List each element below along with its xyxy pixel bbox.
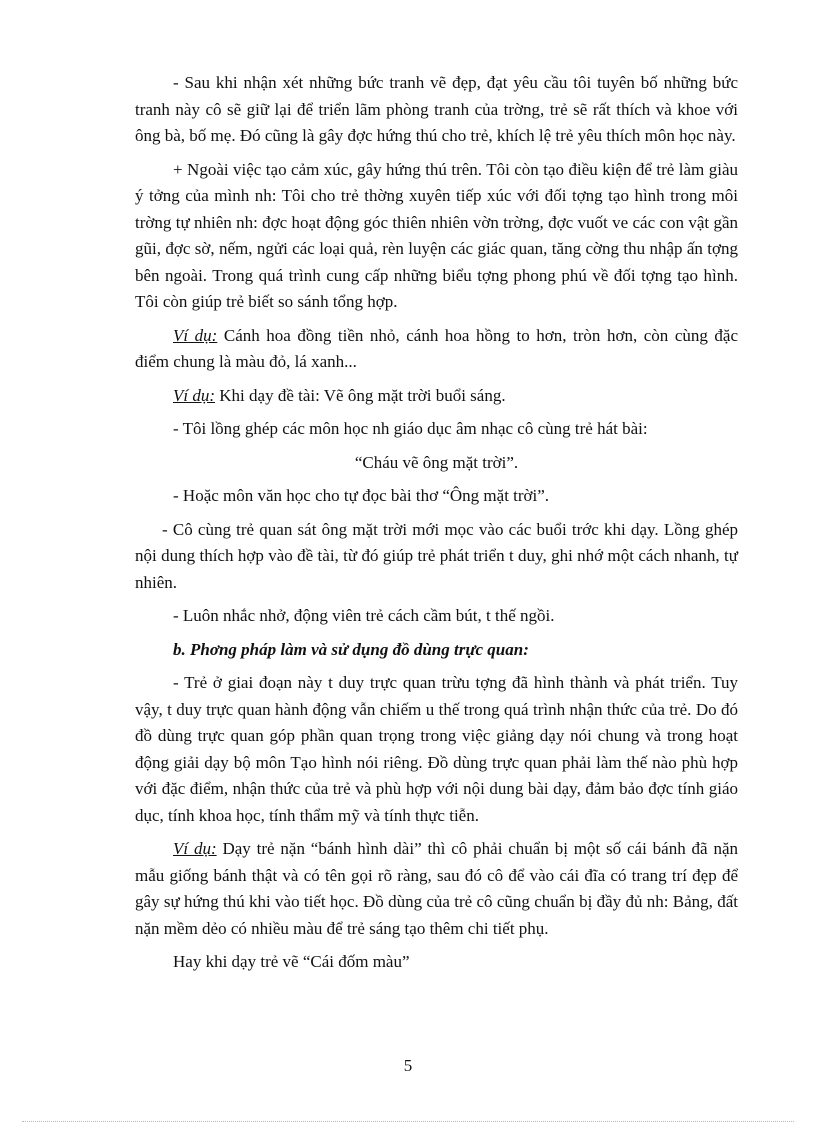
example-label: Ví dụ: bbox=[173, 385, 216, 405]
paragraph-posture-reminder: - Luôn nhắc nhở, động viên trẻ cách cầm bút, t thế ngồi. bbox=[173, 606, 555, 625]
page-number: 5 bbox=[403, 1056, 413, 1075]
example-text: Dạy trẻ nặn “bánh hình dài” thì cô phải chuẩn bị một số cái bánh đã nặn mẫu giống bánh thật và có tên gọi rõ ràng, sau đó cô để vào cái đĩa có trang trí đẹp để gây sự hứng thú khi vào tiết học. Đồ dùng của trẻ cô cũng chuẩn bị đầy đủ nh: Bảng, đất nặn mềm dẻo có nhiều màu để trẻ sáng tạo thêm chi tiết phụ. bbox=[135, 839, 738, 938]
paragraph-literature-integration: - Hoặc môn văn học cho tự đọc bài thơ “Ông mặt trời”. bbox=[173, 486, 550, 505]
example-text: Cánh hoa đồng tiền nhỏ, cánh hoa hồng to hơn, tròn hơn, còn cùng đặc điểm chung là màu đỏ, lá xanh... bbox=[135, 325, 738, 371]
document-body bbox=[135, 70, 738, 983]
paragraph-music-integration: - Tôi lồng ghép các môn học nh giáo dục âm nhạc cô cùng trẻ hát bài: bbox=[173, 419, 648, 438]
section-heading-visual-aids: b. Phơng pháp làm và sử dụng đồ dùng trực quan: bbox=[173, 639, 529, 659]
example-cake-modeling bbox=[135, 836, 738, 942]
paragraph-observe-sun: - Cô cùng trẻ quan sát ông mặt trời mới mọc vào các buổi trớc khi dạy. Lồng ghép nội dung thích hợp vào đề tài, từ đó giúp trẻ phát triển t duy, ghi nhớ một cách nhanh, tự nhiên. bbox=[135, 519, 738, 592]
example-label: Ví dụ: bbox=[173, 839, 217, 858]
example-sun-drawing bbox=[135, 383, 738, 410]
example-text: Khi dạy đề tài: Vẽ ông mặt trời buổi sáng. bbox=[215, 385, 506, 405]
example-label: Ví dụ: bbox=[173, 325, 218, 345]
paragraph-visual-thinking: - Trẻ ở giai đoạn này t duy trực quan trừu tợng đã hình thành và phát triển. Tuy vậy, t duy trực quan hành động vẫn chiếm u thế trong quá trình nhận thức của trẻ. Do đó đồ dùng trực quan góp phần quan trọng trong việc giảng dạy nói chung và trong hoạt động giải dạy bộ môn Tạo hình nói riêng. Đồ dùng trực quan phải làm thế nào phù hợp với đặc điểm, nhận thức của trẻ và phù hợp với nội dung bài dạy, đảm bảo đợc tính giáo dục, tính khoa học, tính thẩm mỹ và tính thực tiễn. bbox=[135, 673, 738, 825]
page-bottom-divider bbox=[22, 1121, 794, 1122]
example-flowers bbox=[135, 323, 738, 376]
paragraph-enrichment: + Ngoài việc tạo cảm xúc, gây hứng thú trên. Tôi còn tạo điều kiện để trẻ làm giàu ý tởng của mình nh: Tôi cho trẻ thờng xuyên tiếp xúc với đối tợng tạo hình trong môi trờng tự nhiên nh: đợc hoạt động góc thiên nhiên vờn trờng, đợc vuốt ve các con vật gần gũi, đợc sờ, nếm, ngửi các loại quả, rèn luyện các giác quan, tăng cờng thu nhập ấn tợng bên ngoài. Trong quá trình cung cấp những biểu tợng phong phú về đối tợng tạo hình. Tôi còn giúp trẻ biết so sánh tổng hợp. bbox=[135, 159, 738, 311]
paragraph-color-spot: Hay khi dạy trẻ vẽ “Cái đốm màu” bbox=[173, 952, 410, 971]
paragraph-exhibition: - Sau khi nhận xét những bức tranh vẽ đẹp, đạt yêu cầu tôi tuyên bố những bức tranh này cô sẽ giữ lại để triển lãm phòng tranh của trờng, trẻ sẽ rất thích và khoe với ông bà, bố mẹ. Đó cũng là gây đợc hứng thú cho trẻ, khích lệ trẻ yêu thích môn học này. bbox=[135, 73, 738, 145]
song-title: “Cháu vẽ ông mặt trời”. bbox=[354, 452, 519, 472]
